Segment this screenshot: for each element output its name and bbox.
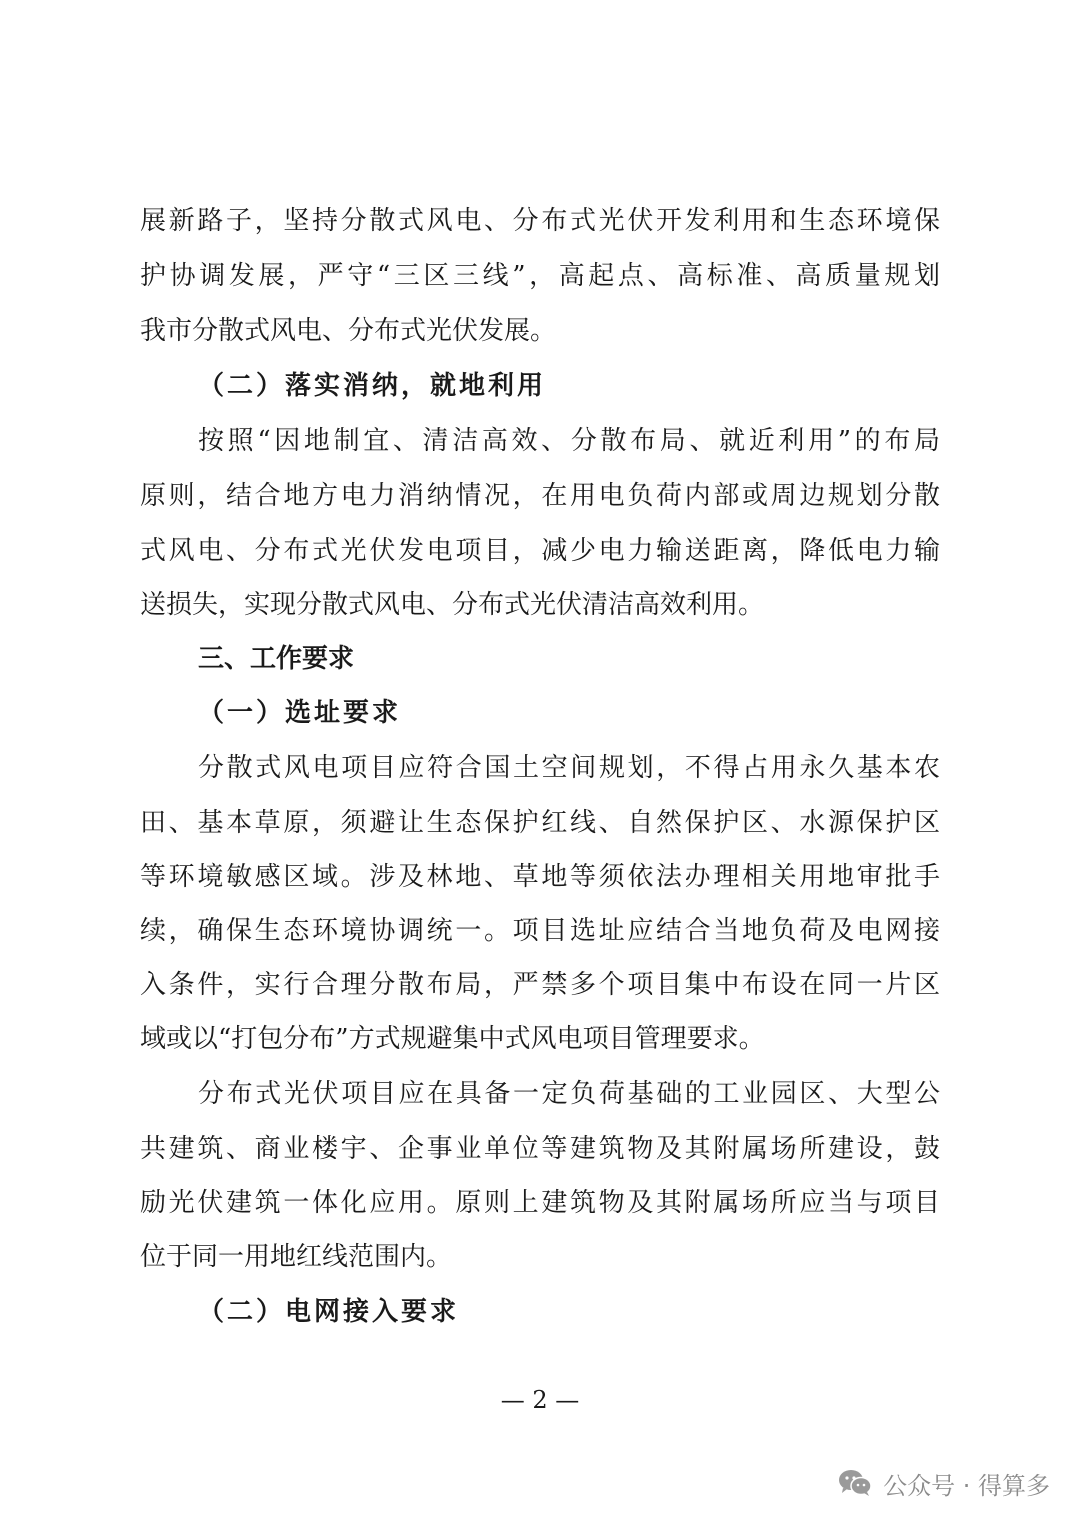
page-number: — 2 — [500,1386,580,1414]
paragraph-line: 入条件，实行合理分散布局，严禁多个项目集中布设在同一片区 [140,970,940,1000]
watermark-text: 公众号 · 得算多 [883,1471,1050,1500]
paragraph-line: 共建筑、商业楼宇、企事业单位等建筑物及其附属场所建设，鼓 [140,1134,940,1164]
watermark [837,1463,1050,1503]
paragraph-line: 田、基本草原，须避让生态保护红线、自然保护区、水源保护区 [140,808,940,838]
chapter-heading: 三、工作要求 [198,644,355,674]
section-heading: （二）落实消纳，就地利用 [198,371,547,401]
section-heading: （二）电网接入要求 [198,1297,460,1327]
paragraph-line: 分散式风电项目应符合国土空间规划，不得占用永久基本农 [198,753,940,783]
paragraph-line: 式风电、分布式光伏发电项目，减少电力输送距离，降低电力输 [140,536,940,566]
paragraph-line: 原则，结合地方电力消纳情况，在用电负荷内部或周边规划分散 [140,481,940,511]
paragraph-line: 位于同一用地红线范围内。 [140,1242,453,1272]
paragraph-line: 续，确保生态环境协调统一。项目选址应结合当地负荷及电网接 [140,916,940,946]
paragraph-line: 励光伏建筑一体化应用。原则上建筑物及其附属场所应当与项目 [140,1188,940,1218]
paragraph-line: 送损失，实现分散式风电、分布式光伏清洁高效利用。 [140,590,765,620]
paragraph-line: 护协调发展，严守“三区三线”，高起点、高标准、高质量规划 [140,261,940,291]
paragraph-line: 等环境敏感区域。涉及林地、草地等须依法办理相关用地审批手 [140,862,940,892]
paragraph-line: 按照“因地制宜、清洁高效、分散布局、就近利用”的布局 [198,426,940,456]
section-heading: （一）选址要求 [198,698,402,728]
paragraph-line: 我市分散式风电、分布式光伏发展。 [140,316,557,346]
wechat-icon [837,1468,873,1498]
paragraph-line: 展新路子，坚持分散式风电、分布式光伏开发利用和生态环境保 [140,206,940,236]
paragraph-line: 分布式光伏项目应在具备一定负荷基础的工业园区、大型公 [198,1079,940,1109]
paragraph-line: 域或以“打包分布”方式规避集中式风电项目管理要求。 [140,1024,765,1054]
